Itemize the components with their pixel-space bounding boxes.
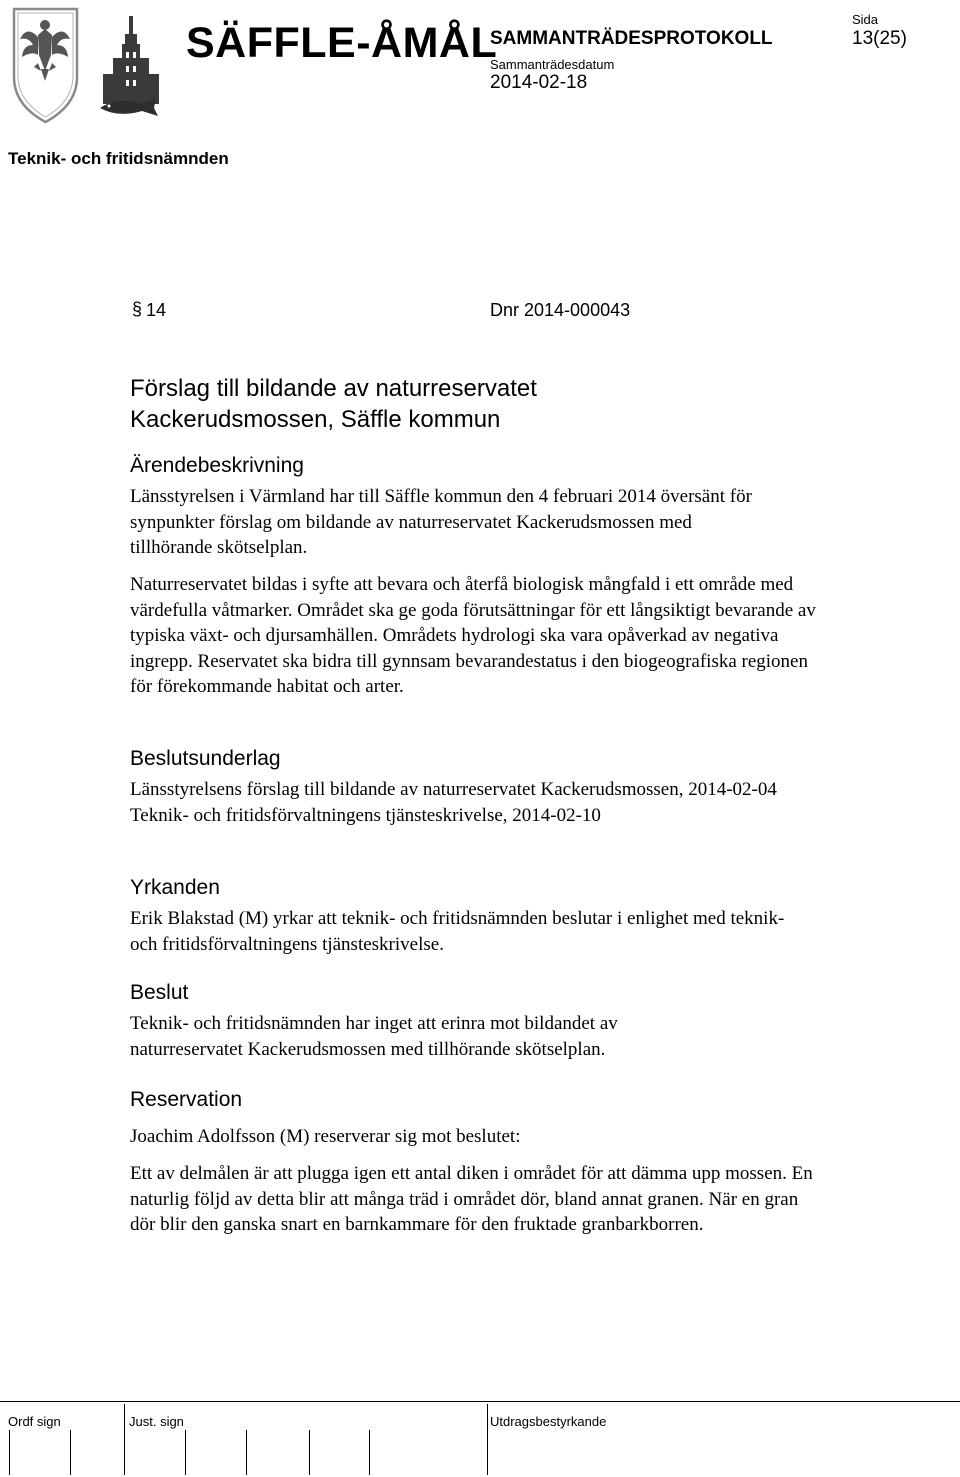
- registration-number: Dnr 2014-000043: [490, 300, 631, 320]
- coat-of-arms-logo: [8, 5, 83, 126]
- beslutsunderlag-item-1: Länsstyrelsens förslag till bildande av naturreservatet Kackerudsmossen, 2014-02-04: [130, 779, 777, 800]
- signature-box-line: [70, 1430, 71, 1475]
- beslutsunderlag-list: [130, 777, 820, 828]
- signature-box-line: [9, 1430, 10, 1475]
- fish-logo: [96, 92, 168, 120]
- footer-divider: [0, 1401, 960, 1402]
- utdragsbestyrkande-label: Utdragsbestyrkande: [490, 1414, 607, 1429]
- ordf-sign-label: Ordf sign: [8, 1414, 61, 1429]
- document-type: SAMMANTRÄDESPROTOKOLL: [490, 28, 773, 49]
- committee-name: Teknik- och fritidsnämnden: [8, 149, 229, 168]
- signature-box-line: [369, 1430, 370, 1475]
- signature-box-line: [185, 1430, 186, 1475]
- heading-arendebeskrivning: Ärendebeskrivning: [130, 454, 304, 477]
- meeting-date-label: Sammanträdesdatum: [490, 57, 615, 72]
- heading-reservation: Reservation: [130, 1088, 243, 1111]
- arendebeskrivning-paragraph-1: Länsstyrelsen i Värmland har till Säffle kommun den 4 februari 2014 översänt för synpunkter förslag om bildande av naturreservatet Kackerudsmossen med tillhörande skötselplan.: [130, 486, 752, 558]
- case-title-line-2: Kackerudsmossen, Säffle kommun: [130, 406, 501, 433]
- just-sign-label: Just. sign: [129, 1414, 184, 1429]
- case-title-line-1: Förslag till bildande av naturreservatet: [130, 375, 537, 402]
- heading-yrkanden: Yrkanden: [130, 876, 220, 899]
- case-number: 14: [146, 300, 167, 320]
- page-number: 13(25): [852, 28, 907, 49]
- page-label: Sida: [852, 12, 879, 27]
- signature-box-line: [246, 1430, 247, 1475]
- signature-box-line: [309, 1430, 310, 1475]
- beslut-text: Teknik- och fritidsnämnden har inget att erinra mot bildandet av naturreservatet Kackerudsmossen med tillhörande skötselplan.: [130, 1013, 618, 1060]
- arendebeskrivning-paragraph-2: Naturreservatet bildas i syfte att bevara och återfå biologisk mångfald i ett område med värdefulla våtmarker. Området ska ge goda förutsättningar för ett långsiktigt bevarande av typiska växt- och djursamhällen. Områdets hydrologi ska vara opåverkad av negativa ingrepp. Reservatet ska bidra till gynnsam bevarandestatus i den biogeografiska regionen för förekommande habitat och arter.: [130, 574, 816, 697]
- case-title: [130, 373, 537, 435]
- signature-box-line: [124, 1404, 125, 1475]
- paragraph-mark: §: [132, 299, 143, 319]
- signature-box-line: [487, 1404, 488, 1475]
- yrkanden-text: Erik Blakstad (M) yrkar att teknik- och fritidsnämnden beslutar i enlighet med teknik- och fritidsförvaltningens tjänsteskrivelse.: [130, 908, 785, 955]
- meeting-date: 2014-02-18: [490, 72, 588, 93]
- beslutsunderlag-item-2: Teknik- och fritidsförvaltningens tjänsteskrivelse, 2014-02-10: [130, 804, 601, 826]
- municipality-name: SÄFFLE-ÅMÅL: [186, 19, 498, 67]
- heading-beslutsunderlag: Beslutsunderlag: [130, 747, 281, 770]
- reservation-paragraph-1: Joachim Adolfsson (M) reserverar sig mot beslutet:: [130, 1126, 521, 1147]
- heading-beslut: Beslut: [130, 981, 189, 1004]
- reservation-paragraph-2: Ett av delmålen är att plugga igen ett antal diken i området för att dämma upp mossen. En naturlig följd av detta blir att många träd i området dör, bland annat granen. När en gran dör blir den ganska snart en barnkammare för den fruktade granbarkborren.: [130, 1163, 813, 1235]
